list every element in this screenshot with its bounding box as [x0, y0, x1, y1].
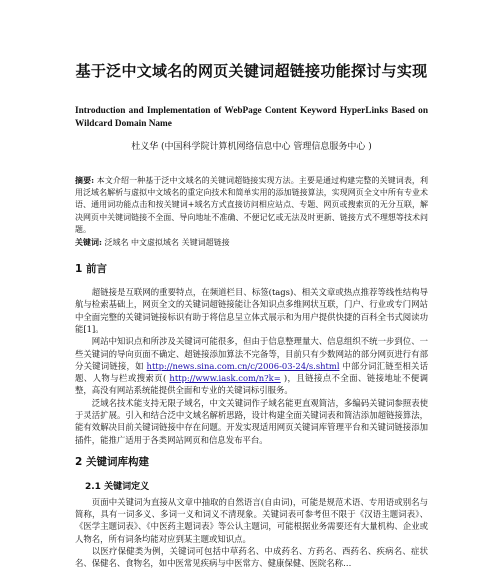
section1-paragraph-2-text-b: 中部分词汇链至相关话题、人物与栏或搜索页(	[75, 360, 429, 384]
section2-paragraph-2: 以医疗保健类为例，关键词可包括中草药名、中成药名、方药名、西药名、疾病名、症状名、保健名、食物名，如中医常见疾病与中医常方、健康保健、医院名称…	[75, 546, 428, 569]
keywords-label: 关键词:	[75, 237, 102, 248]
section1-paragraph-3: 泛域名技术能支持无限子域名，中文关键词作子域名能更直观简洁，多编码关键词参照表使于灵活扩展。引入和结合泛中文域名解析思路，设计构建全面关键词表和简洁添加超链接算法，能有效解决目前关键词链接中存在问题。开发实现适用网页关键词库管理平台和关键词链接添加插件，能推广适用于各类网站网页和信息发布平台。	[75, 397, 428, 445]
english-title: Introduction and Implementation of WebPage Content Keyword HyperLinks Based on Wildcard Domain Name	[75, 106, 428, 129]
section2-paragraph-1: 页面中关键词为直接从文章中抽取的自然语言(自由词)，可能是规范术语、专用语或别名与简称，具有一词多义、多词一义和词义不清现象。关键词表可参考但不限于《汉语主题词表》、《医学主题词表》、《中医药主题词表》等公认主题词，可能根据业务需要还有大量机构、企业或人物名，所有词条均能对应到某主题或知识点。	[75, 496, 428, 544]
author-line: 杜义华 (中国科学院计算机网络信息中心 管理信息服务中心 )	[131, 142, 372, 152]
section1-paragraph-2-text-c: )，且链接点不全面、链接地址不便调整，高没有网站系统能提供全面和专业的关键词标引服务。	[75, 373, 428, 396]
abstract-text: 本文介绍一种基于泛中文域名的关键词超链接实现方法。主要是通过构建完整的关键词表，利用泛域名解析与虚拟中文域名的重定向技术和简单实用的添加链接算法，实现网页全文中所有专业术语、通用词功能点击和按关键词+域名方式直接访问相应站点、专题、网页或搜索页的无分互联，解决网页中关键词链接不全面、导向地址不准确、不便记忆或无法及时更新、链接方式不理想等技术问题。	[75, 176, 429, 234]
section1-paragraph-1: 超链接是互联网的重要特点，在频道栏目、标签(tags)、相关文章或热点推荐等线性结构导航与检索基础上，网页全文的关键词超链接能让各知识点多维网状互联，门户、行业或专门网站中全面完整的关键词链接标识有助于将信息呈立体式展示和为用户提供快捷的百科全书式阅读功能[1]。	[75, 287, 428, 334]
abstract	[75, 174, 428, 236]
sina-link[interactable]: http://news.sina.com.cn/c/2006-03-24/s.shtml	[146, 360, 340, 371]
section-heading-1: 1 前言	[75, 263, 107, 276]
subsection-heading-2-1: 2.1 关键词定义	[85, 481, 150, 492]
abstract-label: 摘要:	[75, 175, 95, 185]
keywords	[75, 236, 428, 249]
section1-paragraph-2	[75, 335, 428, 396]
section-heading-2: 2 关键词库构建	[75, 455, 149, 468]
paper-title: 基于泛中文域名的网页关键词超链接功能探讨与实现	[75, 62, 428, 80]
keywords-text: 泛域名 中文虚拟域名 关键词超链接	[104, 238, 230, 248]
section1-paragraph-2-text-a: 网站中知识点和所涉及关键词可能很多，但由于信息整理量大、信息组织不统一步到位、一些关键词的导向页面不确定、超链接添加算法不完备等，目前只有少数网站的部分网页进行有部分关键词链接，如	[75, 336, 428, 371]
iask-link[interactable]: http://www.iask.com/n?k=	[169, 373, 281, 384]
